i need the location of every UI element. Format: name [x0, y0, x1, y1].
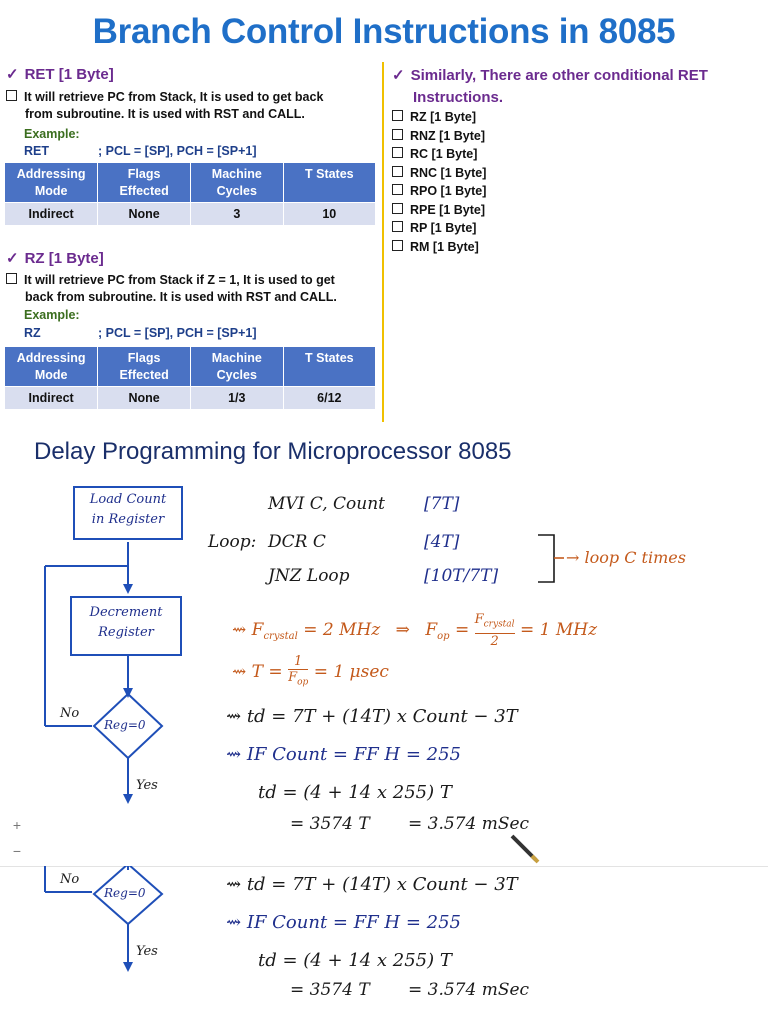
checkbox-bullet-icon [392, 203, 403, 214]
rz-heading-text: RZ [1 Byte] [24, 250, 104, 267]
table-row [5, 387, 376, 410]
result-t: = 3574 T [290, 980, 370, 1000]
check-icon: ✓ [392, 67, 405, 84]
load-count-box [73, 486, 183, 540]
ret-desc-line1: It will retrieve PC from Stack, It is used to get back [24, 90, 324, 104]
delay-eq [226, 706, 518, 727]
code-line-2-tstates: [4T] [424, 532, 460, 552]
ret-code-op: RET [24, 144, 49, 158]
count-eq [226, 912, 461, 933]
table-cell: 6/12 [283, 387, 375, 410]
checkbox-bullet-icon [392, 184, 403, 195]
rz-desc-line2: back from subroutine. It is used with RST and CALL. [25, 290, 337, 304]
list-item: RPE [1 Byte] [392, 203, 486, 222]
list-item: RZ [1 Byte] [392, 110, 486, 129]
checkbox-bullet-icon [6, 90, 17, 101]
decrement-line1: Decrement [89, 605, 163, 620]
table-header-cell: Addressing Mode [5, 163, 98, 203]
table-header-cell: Machine Cycles [190, 347, 283, 387]
table-cell: Indirect [5, 203, 98, 226]
code-line-1-tstates: [7T] [424, 494, 460, 514]
ret-heading [6, 65, 114, 83]
loop-label: Loop: [208, 532, 257, 552]
implies-arrow-icon: ⇝ [232, 619, 247, 640]
load-count-line2: in Register [91, 512, 165, 527]
reg-zero-decision: Reg=0 [104, 886, 146, 900]
table-row [5, 203, 376, 226]
delay-programming-title: Delay Programming for Microprocessor 8085 [34, 438, 512, 465]
table-header-cell: Flags Effected [98, 347, 191, 387]
ret-heading-text: RET [1 Byte] [24, 66, 114, 83]
code-line-3-tstates: [10T/7T] [424, 566, 499, 586]
crystal-frequency-eq: ⇝ $F_{crystal} = 2$ MHz ⇒ $F_{op}$ = $F_{crystal}$ 2 = 1 MHz [232, 612, 598, 649]
implies-arrow-icon: ⇝ [226, 912, 242, 933]
table-cell: None [98, 203, 191, 226]
decrement-line2: Register [98, 625, 154, 640]
arrow-right-icon: → [566, 548, 580, 567]
table-cell: 1/3 [190, 387, 283, 410]
table-cell: 10 [283, 203, 375, 226]
checkbox-bullet-icon [392, 240, 403, 251]
yes-label: Yes [136, 778, 158, 793]
rz-heading [6, 249, 104, 267]
list-item: RNZ [1 Byte] [392, 129, 486, 148]
implies-arrow-icon: ⇝ [232, 661, 247, 682]
zoom-out-button[interactable]: − [12, 843, 22, 859]
table-cell: None [98, 387, 191, 410]
no-label: No [60, 706, 80, 721]
rz-spec-table [4, 346, 376, 410]
checkbox-bullet-icon [392, 129, 403, 140]
list-item: RC [1 Byte] [392, 147, 486, 166]
code-line-2: DCR C [268, 532, 326, 552]
table-header-row [5, 347, 376, 387]
rz-code-op: RZ [24, 326, 41, 340]
ret-spec-table [4, 162, 376, 226]
count-eq-text: IF Count = FF H = 255 [246, 912, 461, 933]
list-item: RNC [1 Byte] [392, 166, 486, 185]
count-eq [226, 744, 461, 765]
td-eq: td = (4 + 14 x 255) T [258, 950, 452, 971]
pen-cursor-icon [508, 832, 542, 866]
rz-example-label: Example: [24, 308, 80, 322]
result-msec: = 3.574 mSec [408, 980, 530, 1000]
delay-eq-text: td = 7T + (14T) x Count − 3T [246, 706, 518, 727]
table-header-cell: Machine Cycles [190, 163, 283, 203]
implies-arrow-icon: ⇝ [226, 744, 242, 765]
code-line-3: JNZ Loop [268, 566, 350, 586]
checkbox-bullet-icon [392, 221, 403, 232]
ret-description [6, 89, 382, 123]
ret-desc-line2: from subroutine. It is used with RST and CALL. [25, 107, 305, 121]
delay-eq-text: td = 7T + (14T) x Count − 3T [246, 874, 518, 895]
implies-arrow-icon: ⇝ [226, 874, 242, 895]
list-item: RPO [1 Byte] [392, 184, 486, 203]
checkbox-bullet-icon [392, 110, 403, 121]
period-eq: ⇝ T = 1 $F_{op}$ = 1 μsec [232, 654, 389, 688]
table-header-cell: T States [283, 163, 375, 203]
ret-code-comment: ; PCL = [SP], PCH = [SP+1] [98, 144, 257, 158]
conditional-ret-list [392, 110, 486, 258]
rz-code-comment: ; PCL = [SP], PCH = [SP+1] [98, 326, 257, 340]
list-item: RM [1 Byte] [392, 240, 486, 259]
checkbox-bullet-icon [6, 273, 17, 284]
slide-title: Branch Control Instructions in 8085 [92, 12, 676, 51]
table-header-row [5, 163, 376, 203]
reg-zero-decision: Reg=0 [104, 718, 146, 732]
count-eq-text: IF Count = FF H = 255 [246, 744, 461, 765]
result-t: = 3574 T [290, 814, 370, 834]
result-msec: = 3.574 mSec [408, 814, 530, 834]
flowchart-connectors-repeat [0, 866, 200, 976]
conditional-ret-heading-line1: Similarly, There are other conditional RET [410, 67, 708, 84]
rz-desc-line1: It will retrieve PC from Stack if Z = 1, It is used to get [24, 273, 335, 287]
table-header-cell: Addressing Mode [5, 347, 98, 387]
check-icon: ✓ [6, 250, 19, 267]
yes-label: Yes [136, 944, 158, 959]
checkbox-bullet-icon [392, 147, 403, 158]
code-line-1: MVI C, Count [268, 494, 385, 514]
table-header-cell: Flags Effected [98, 163, 191, 203]
delay-eq [226, 874, 518, 895]
loop-c-times-note [566, 548, 686, 567]
loop-note-text: loop C times [584, 548, 686, 567]
list-item: RP [1 Byte] [392, 221, 486, 240]
checkbox-bullet-icon [392, 166, 403, 177]
conditional-ret-heading-line2: Instructions. [413, 89, 504, 106]
decrement-register-box [70, 596, 182, 656]
conditional-ret-heading [392, 65, 708, 109]
loop-bracket [536, 532, 566, 586]
rz-description [6, 272, 382, 306]
column-divider [382, 62, 384, 422]
zoom-in-button[interactable]: + [12, 817, 22, 833]
table-header-cell: T States [283, 347, 375, 387]
table-cell: Indirect [5, 387, 98, 410]
check-icon: ✓ [6, 66, 19, 83]
implies-arrow-icon: ⇝ [226, 706, 242, 727]
no-label: No [60, 872, 80, 887]
table-cell: 3 [190, 203, 283, 226]
ret-example-label: Example: [24, 127, 80, 141]
td-eq: td = (4 + 14 x 255) T [258, 782, 452, 803]
load-count-line1: Load Count [89, 492, 167, 507]
